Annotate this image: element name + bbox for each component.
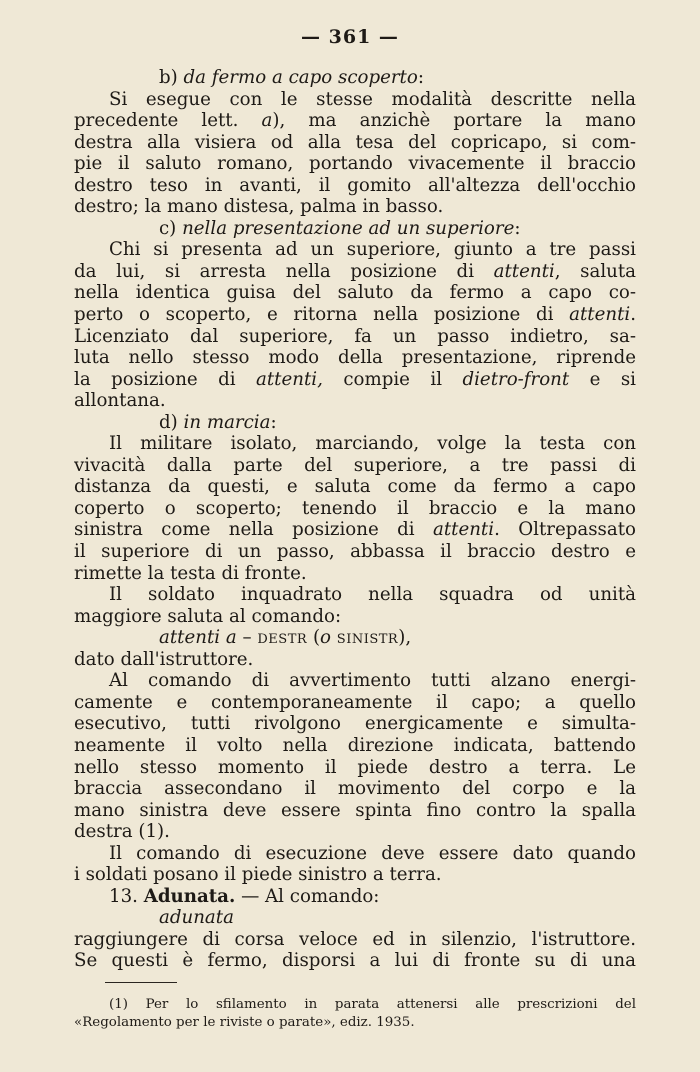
- text-segment: sinistra come nella posizione di: [74, 519, 433, 541]
- text-segment: :: [270, 411, 277, 433]
- text-line: [74, 175, 636, 197]
- text-line: [74, 304, 636, 326]
- text-segment: Il comando di esecuzione deve essere dato quando: [109, 842, 636, 864]
- text-line: [74, 412, 636, 434]
- text-segment: coperto o scoperto; tenendo il braccio e la mano: [74, 497, 636, 519]
- text-segment: ),: [398, 627, 412, 649]
- text-line: [74, 757, 636, 779]
- text-segment: destro; la mano distesa, palma in basso.: [74, 196, 444, 218]
- text-segment: (: [307, 627, 321, 649]
- text-segment: precedente lett.: [74, 110, 262, 132]
- text-segment: camente e contemporaneamente il capo; a quello: [74, 691, 636, 713]
- text-line: [74, 649, 636, 671]
- text-line: [74, 541, 636, 563]
- text-segment: da lui, si arresta nella posizione di: [74, 260, 494, 282]
- text-segment: Se questi è fermo, disporsi a lui di fronte su di una: [74, 950, 636, 972]
- text-line: [74, 476, 636, 498]
- text-segment: nella presentazione ad un superiore: [182, 217, 515, 239]
- text-line: [74, 929, 636, 951]
- text-line: [74, 455, 636, 477]
- text-line: [74, 627, 636, 649]
- text-segment: Chi si presenta ad un superiore, giunto a tre passi: [109, 239, 636, 261]
- text-line: [74, 326, 636, 348]
- text-segment: destro teso in avanti, il gomito all'altezza dell'occhio: [74, 174, 636, 196]
- text-line: [74, 110, 636, 132]
- text-line: [74, 735, 636, 757]
- text-line: [74, 563, 636, 585]
- text-segment: . Oltrepassato: [494, 519, 636, 541]
- footnote: [74, 996, 636, 1032]
- text-segment: attenti,: [256, 368, 323, 390]
- text-line: [74, 369, 636, 391]
- text-line: [74, 282, 636, 304]
- text-line: [74, 778, 636, 800]
- text-line: [74, 843, 636, 865]
- text-line: [74, 390, 636, 412]
- text-segment: , saluta: [554, 260, 636, 282]
- text-segment: Il militare isolato, marciando, volge la testa con: [109, 433, 636, 455]
- text-line: [74, 692, 636, 714]
- text-line: [74, 821, 636, 843]
- text-segment: Adunata.: [143, 885, 236, 907]
- text-line: [74, 864, 636, 886]
- text-segment: Al comando di avvertimento tutti alzano energi-: [109, 670, 636, 692]
- body-text: [74, 67, 636, 972]
- text-segment: attenti a: [159, 627, 237, 649]
- page-number: — 361 —: [301, 26, 399, 48]
- text-line: [74, 584, 636, 606]
- text-segment: raggiungere di corsa veloce ed in silenzio, l'istruttore.: [74, 928, 636, 950]
- text-line: [74, 886, 636, 908]
- text-segment: nello stesso momento il piede destro a terra. Le: [74, 756, 636, 778]
- text-segment: in marcia: [183, 411, 271, 433]
- text-line: [74, 239, 636, 261]
- text-line: [74, 347, 636, 369]
- text-segment: adunata: [159, 907, 234, 929]
- text-segment: perto o scoperto, e ritorna nella posizione di: [74, 304, 570, 326]
- text-segment: .: [630, 304, 636, 326]
- text-segment: sinistr: [336, 627, 399, 649]
- text-segment: –: [236, 627, 258, 649]
- text-segment: la posizione di: [74, 368, 257, 390]
- text-line: [74, 670, 636, 692]
- text-segment: Il soldato inquadrato nella squadra od unità: [109, 584, 636, 606]
- text-segment: Si esegue con le stesse modalità descritte nella: [109, 88, 636, 110]
- text-segment: ), ma anzichè portare la mano: [272, 110, 636, 132]
- text-line: [74, 519, 636, 541]
- text-segment: attenti: [432, 519, 495, 541]
- text-segment: dietro-front: [462, 368, 570, 390]
- text-segment: dato dall'istruttore.: [74, 648, 254, 670]
- text-segment: pie il saluto romano, portando vivacemente il braccio: [74, 153, 636, 175]
- text-segment: 13.: [109, 885, 144, 907]
- text-segment: o: [320, 627, 331, 649]
- text-line: [74, 433, 636, 455]
- text-segment: b): [159, 67, 184, 88]
- text-segment: il superiore di un passo, abbassa il braccio destro e: [74, 541, 636, 563]
- text-segment: rimette la testa di fronte.: [74, 562, 307, 584]
- text-line: [74, 132, 636, 154]
- text-segment: distanza da questi, e saluta come da fermo a capo: [74, 476, 636, 498]
- text-segment: Licenziato dal superiore, fa un passo indietro, sa-: [74, 325, 636, 347]
- text-line: [74, 218, 636, 240]
- text-segment: destra (1).: [74, 821, 170, 843]
- text-segment: nella identica guisa del saluto da fermo a capo co-: [74, 282, 636, 304]
- text-segment: esecutivo, tutti rivolgono energicamente e simulta-: [74, 713, 636, 735]
- text-segment: — Al comando:: [235, 885, 380, 907]
- text-segment: luta nello stesso modo della presentazione, riprende: [74, 347, 636, 369]
- text-segment: neamente il volto nella direzione indicata, battendo: [74, 734, 636, 756]
- text-segment: braccia assecondano il movimento del corpo e la: [74, 778, 636, 800]
- text-line: [74, 196, 636, 218]
- text-segment: i soldati posano il piede sinistro a terra.: [74, 864, 442, 886]
- text-segment: attenti: [569, 304, 631, 326]
- text-segment: e si: [569, 368, 636, 390]
- text-line: [74, 907, 636, 929]
- text-segment: vivacità dalla parte del superiore, a tre passi di: [74, 454, 636, 476]
- text-line: [74, 261, 636, 283]
- text-line: [74, 498, 636, 520]
- text-segment: c): [159, 217, 183, 239]
- text-segment: a: [261, 110, 273, 132]
- text-segment: allontana.: [74, 390, 166, 412]
- footnote-separator: [105, 982, 177, 983]
- text-line: [74, 713, 636, 735]
- text-segment: «Regolamento per le riviste o parate», ediz. 1935.: [74, 1015, 415, 1030]
- text-line: [74, 153, 636, 175]
- text-segment: maggiore saluta al comando:: [74, 605, 342, 627]
- text-segment: da fermo a capo scoperto: [183, 67, 418, 88]
- text-segment: :: [514, 217, 521, 239]
- text-segment: (1) Per lo sfilamento in parata attenersi alle prescrizioni del: [109, 997, 636, 1012]
- text-segment: d): [159, 411, 184, 433]
- text-segment: destra alla visiera od alla tesa del copricapo, si com-: [74, 131, 636, 153]
- text-segment: compie il: [322, 368, 463, 390]
- footnote-line: [74, 1014, 636, 1032]
- text-line: [74, 800, 636, 822]
- text-line: [74, 67, 636, 89]
- text-line: [74, 89, 636, 111]
- footnote-line: [74, 996, 636, 1014]
- text-segment: mano sinistra deve essere spinta fino contro la spalla: [74, 799, 636, 821]
- text-segment: attenti: [493, 260, 555, 282]
- text-segment: :: [417, 67, 424, 88]
- text-line: [74, 950, 636, 972]
- text-segment: destr: [257, 627, 308, 649]
- text-line: [74, 606, 636, 628]
